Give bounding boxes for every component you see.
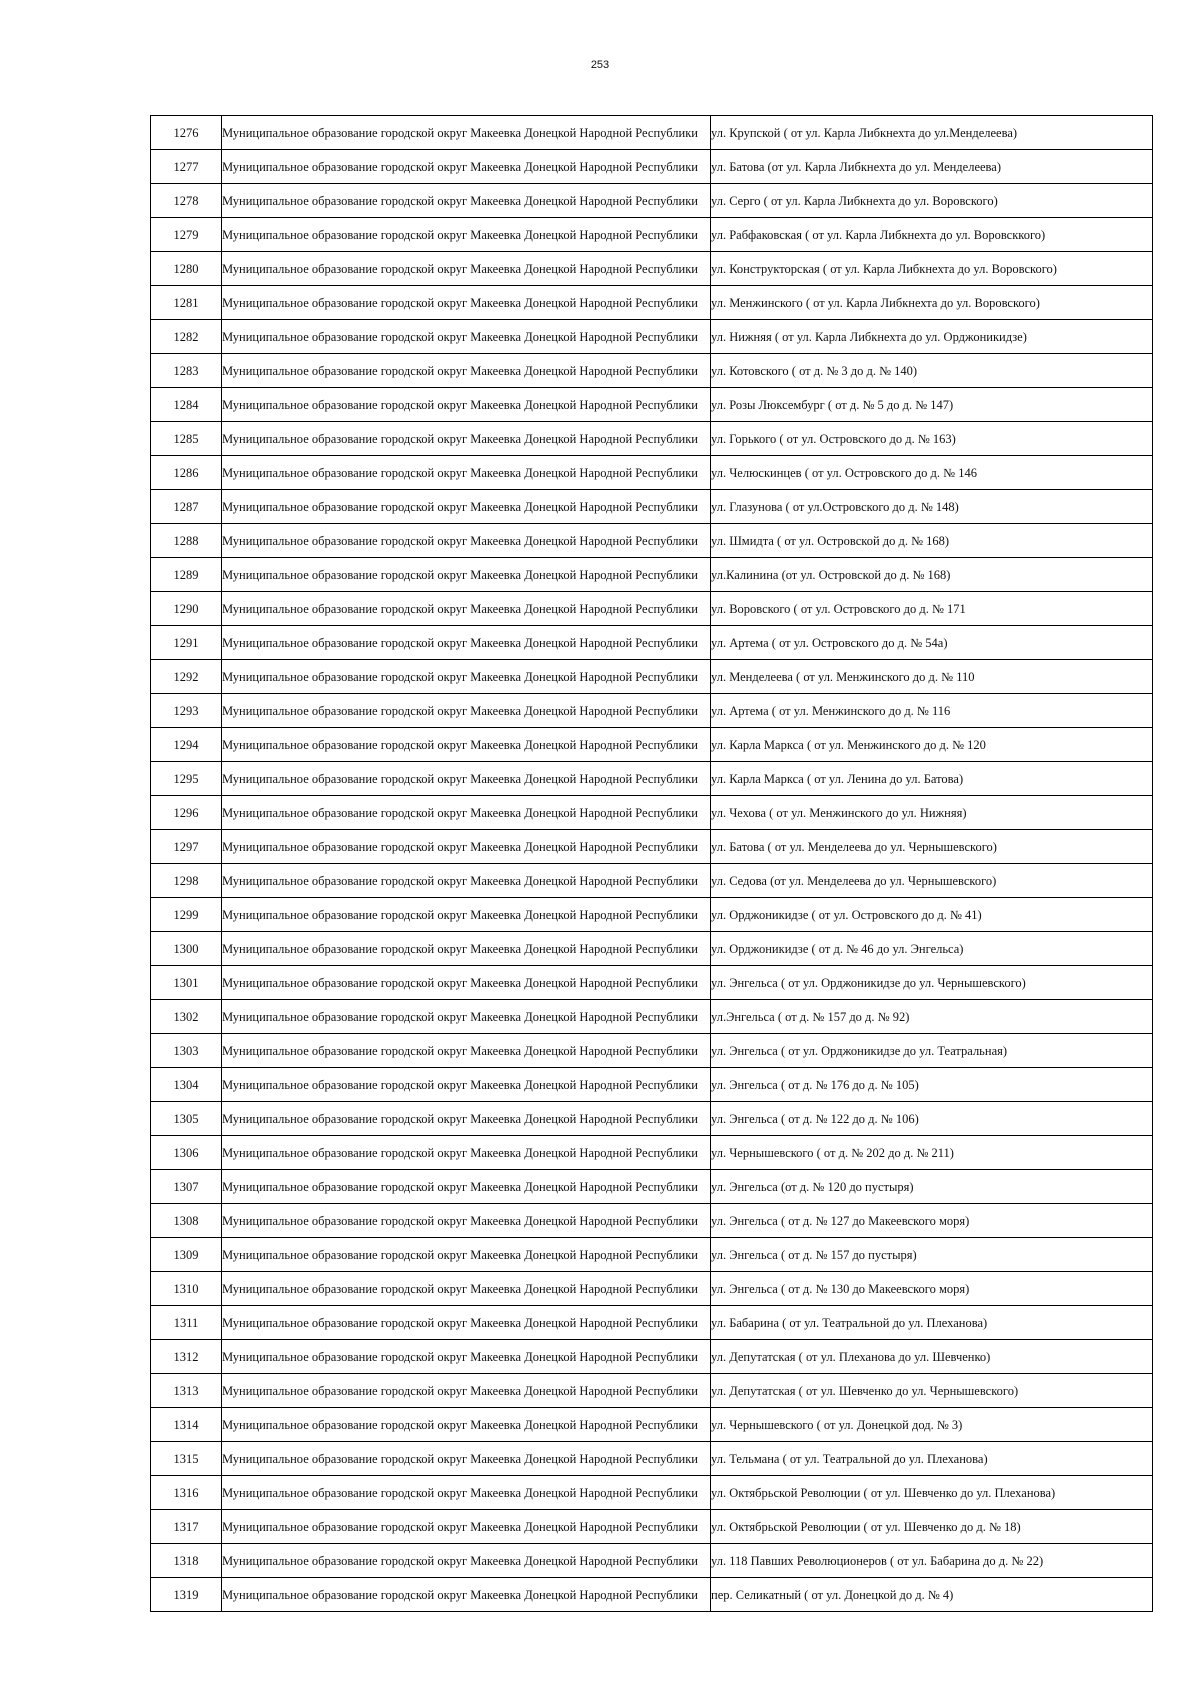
street-section-cell: ул. Челюскинцев ( от ул. Островского до д. № 146 bbox=[711, 456, 1153, 490]
municipality-cell: Муниципальное образование городской округ Макеевка Донецкой Народной Республики bbox=[222, 388, 711, 422]
table-row bbox=[151, 354, 1153, 388]
municipality-cell: Муниципальное образование городской округ Макеевка Донецкой Народной Республики bbox=[222, 1204, 711, 1238]
street-section-cell: ул. Менделеева ( от ул. Менжинского до д. № 110 bbox=[711, 660, 1153, 694]
municipality-cell: Муниципальное образование городской округ Макеевка Донецкой Народной Республики bbox=[222, 1068, 711, 1102]
row-number-cell: 1291 bbox=[151, 626, 222, 660]
municipality-cell: Муниципальное образование городской округ Макеевка Донецкой Народной Республики bbox=[222, 830, 711, 864]
row-number-cell: 1310 bbox=[151, 1272, 222, 1306]
table-row bbox=[151, 1238, 1153, 1272]
row-number-cell: 1298 bbox=[151, 864, 222, 898]
row-number-cell: 1304 bbox=[151, 1068, 222, 1102]
table-row bbox=[151, 1578, 1153, 1612]
street-section-cell: ул. Батова (от ул. Карла Либкнехта до ул. Менделеева) bbox=[711, 150, 1153, 184]
street-section-cell: ул. Энгельса ( от д. № 127 до Макеевского моря) bbox=[711, 1204, 1153, 1238]
row-number-cell: 1319 bbox=[151, 1578, 222, 1612]
row-number-cell: 1312 bbox=[151, 1340, 222, 1374]
row-number-cell: 1279 bbox=[151, 218, 222, 252]
street-section-cell: ул. Октябрьской Революции ( от ул. Шевченко до ул. Плеханова) bbox=[711, 1476, 1153, 1510]
municipality-cell: Муниципальное образование городской округ Макеевка Донецкой Народной Республики bbox=[222, 864, 711, 898]
municipality-cell: Муниципальное образование городской округ Макеевка Донецкой Народной Республики bbox=[222, 1170, 711, 1204]
row-number-cell: 1308 bbox=[151, 1204, 222, 1238]
row-number-cell: 1289 bbox=[151, 558, 222, 592]
street-section-cell: ул.Энгельса ( от д. № 157 до д. № 92) bbox=[711, 1000, 1153, 1034]
street-section-cell: ул. Воровского ( от ул. Островского до д. № 171 bbox=[711, 592, 1153, 626]
row-number-cell: 1285 bbox=[151, 422, 222, 456]
street-section-cell: ул. Депутатская ( от ул. Шевченко до ул. Чернышевского) bbox=[711, 1374, 1153, 1408]
row-number-cell: 1295 bbox=[151, 762, 222, 796]
street-section-cell: ул. Чернышевского ( от ул. Донецкой дод. № 3) bbox=[711, 1408, 1153, 1442]
table-row bbox=[151, 422, 1153, 456]
municipality-cell: Муниципальное образование городской округ Макеевка Донецкой Народной Республики bbox=[222, 456, 711, 490]
street-section-cell: ул. Карла Маркса ( от ул. Менжинского до д. № 120 bbox=[711, 728, 1153, 762]
table-row bbox=[151, 1476, 1153, 1510]
street-section-cell: ул. Менжинского ( от ул. Карла Либкнехта до ул. Воровского) bbox=[711, 286, 1153, 320]
table-row bbox=[151, 252, 1153, 286]
street-section-cell: ул. Розы Люксембург ( от д. № 5 до д. № 147) bbox=[711, 388, 1153, 422]
municipality-cell: Муниципальное образование городской округ Макеевка Донецкой Народной Республики bbox=[222, 1306, 711, 1340]
table-row bbox=[151, 1544, 1153, 1578]
street-section-cell: ул. Артема ( от ул. Менжинского до д. № 116 bbox=[711, 694, 1153, 728]
table-row bbox=[151, 660, 1153, 694]
street-section-cell: ул. Энгельса ( от ул. Орджоникидзе до ул. Театральная) bbox=[711, 1034, 1153, 1068]
street-section-cell: пер. Селикатный ( от ул. Донецкой до д. № 4) bbox=[711, 1578, 1153, 1612]
municipality-cell: Муниципальное образование городской округ Макеевка Донецкой Народной Республики bbox=[222, 1238, 711, 1272]
municipality-cell: Муниципальное образование городской округ Макеевка Донецкой Народной Республики bbox=[222, 1510, 711, 1544]
table-row bbox=[151, 728, 1153, 762]
municipality-cell: Муниципальное образование городской округ Макеевка Донецкой Народной Республики bbox=[222, 728, 711, 762]
municipality-cell: Муниципальное образование городской округ Макеевка Донецкой Народной Республики bbox=[222, 1476, 711, 1510]
street-section-cell: ул. Рабфаковская ( от ул. Карла Либкнехта до ул. Воровсккого) bbox=[711, 218, 1153, 252]
table-row bbox=[151, 762, 1153, 796]
table-row bbox=[151, 524, 1153, 558]
row-number-cell: 1317 bbox=[151, 1510, 222, 1544]
table-row bbox=[151, 1170, 1153, 1204]
municipality-cell: Муниципальное образование городской округ Макеевка Донецкой Народной Республики bbox=[222, 966, 711, 1000]
table-row bbox=[151, 1272, 1153, 1306]
row-number-cell: 1299 bbox=[151, 898, 222, 932]
street-section-cell: ул. Чехова ( от ул. Менжинского до ул. Нижняя) bbox=[711, 796, 1153, 830]
page-number: 253 bbox=[590, 59, 610, 71]
table-row bbox=[151, 286, 1153, 320]
municipality-cell: Муниципальное образование городской округ Макеевка Донецкой Народной Республики bbox=[222, 898, 711, 932]
street-section-cell: ул. Карла Маркса ( от ул. Ленина до ул. Батова) bbox=[711, 762, 1153, 796]
table-row bbox=[151, 626, 1153, 660]
table-row bbox=[151, 490, 1153, 524]
row-number-cell: 1288 bbox=[151, 524, 222, 558]
table-row bbox=[151, 1204, 1153, 1238]
municipality-cell: Муниципальное образование городской округ Макеевка Донецкой Народной Республики bbox=[222, 1102, 711, 1136]
table-row bbox=[151, 1034, 1153, 1068]
table-row bbox=[151, 184, 1153, 218]
street-section-cell: ул. Серго ( от ул. Карла Либкнехта до ул. Воровского) bbox=[711, 184, 1153, 218]
street-section-cell: ул. Орджоникидзе ( от ул. Островского до д. № 41) bbox=[711, 898, 1153, 932]
municipality-cell: Муниципальное образование городской округ Макеевка Донецкой Народной Республики bbox=[222, 1034, 711, 1068]
municipality-cell: Муниципальное образование городской округ Макеевка Донецкой Народной Республики bbox=[222, 1374, 711, 1408]
table-row bbox=[151, 388, 1153, 422]
row-number-cell: 1282 bbox=[151, 320, 222, 354]
row-number-cell: 1316 bbox=[151, 1476, 222, 1510]
row-number-cell: 1301 bbox=[151, 966, 222, 1000]
street-section-cell: ул. Октябрьской Революции ( от ул. Шевченко до д. № 18) bbox=[711, 1510, 1153, 1544]
table-row bbox=[151, 218, 1153, 252]
municipality-cell: Муниципальное образование городской округ Макеевка Донецкой Народной Республики bbox=[222, 1578, 711, 1612]
municipality-cell: Муниципальное образование городской округ Макеевка Донецкой Народной Республики bbox=[222, 184, 711, 218]
table-row bbox=[151, 898, 1153, 932]
municipality-cell: Муниципальное образование городской округ Макеевка Донецкой Народной Республики bbox=[222, 694, 711, 728]
row-number-cell: 1302 bbox=[151, 1000, 222, 1034]
municipality-cell: Муниципальное образование городской округ Макеевка Донецкой Народной Республики bbox=[222, 150, 711, 184]
row-number-cell: 1277 bbox=[151, 150, 222, 184]
table-row bbox=[151, 1408, 1153, 1442]
table-row bbox=[151, 932, 1153, 966]
table-row bbox=[151, 1374, 1153, 1408]
address-table bbox=[150, 115, 1153, 1612]
street-section-cell: ул. Энгельса (от д. № 120 до пустыря) bbox=[711, 1170, 1153, 1204]
municipality-cell: Муниципальное образование городской округ Макеевка Донецкой Народной Республики bbox=[222, 626, 711, 660]
table-row bbox=[151, 796, 1153, 830]
municipality-cell: Муниципальное образование городской округ Макеевка Донецкой Народной Республики bbox=[222, 932, 711, 966]
row-number-cell: 1306 bbox=[151, 1136, 222, 1170]
table-row bbox=[151, 830, 1153, 864]
table-row bbox=[151, 1340, 1153, 1374]
street-section-cell: ул. Котовского ( от д. № 3 до д. № 140) bbox=[711, 354, 1153, 388]
street-section-cell: ул. Артема ( от ул. Островского до д. № 54а) bbox=[711, 626, 1153, 660]
row-number-cell: 1305 bbox=[151, 1102, 222, 1136]
street-section-cell: ул. Энгельса ( от д. № 130 до Макеевского моря) bbox=[711, 1272, 1153, 1306]
street-section-cell: ул. Энгельса ( от д. № 176 до д. № 105) bbox=[711, 1068, 1153, 1102]
row-number-cell: 1280 bbox=[151, 252, 222, 286]
street-section-cell: ул. Шмидта ( от ул. Островской до д. № 168) bbox=[711, 524, 1153, 558]
row-number-cell: 1286 bbox=[151, 456, 222, 490]
table-row bbox=[151, 1510, 1153, 1544]
street-section-cell: ул.Калинина (от ул. Островской до д. № 168) bbox=[711, 558, 1153, 592]
row-number-cell: 1311 bbox=[151, 1306, 222, 1340]
row-number-cell: 1297 bbox=[151, 830, 222, 864]
table-row bbox=[151, 864, 1153, 898]
street-section-cell: ул. Бабарина ( от ул. Театральной до ул. Плеханова) bbox=[711, 1306, 1153, 1340]
row-number-cell: 1283 bbox=[151, 354, 222, 388]
row-number-cell: 1276 bbox=[151, 116, 222, 150]
table-row bbox=[151, 116, 1153, 150]
row-number-cell: 1307 bbox=[151, 1170, 222, 1204]
row-number-cell: 1293 bbox=[151, 694, 222, 728]
municipality-cell: Муниципальное образование городской округ Макеевка Донецкой Народной Республики bbox=[222, 558, 711, 592]
street-section-cell: ул. Горького ( от ул. Островского до д. № 163) bbox=[711, 422, 1153, 456]
street-section-cell: ул. Конструкторская ( от ул. Карла Либкнехта до ул. Воровского) bbox=[711, 252, 1153, 286]
street-section-cell: ул. Энгельса ( от д. № 157 до пустыря) bbox=[711, 1238, 1153, 1272]
street-section-cell: ул. Седова (от ул. Менделеева до ул. Чернышевского) bbox=[711, 864, 1153, 898]
municipality-cell: Муниципальное образование городской округ Макеевка Донецкой Народной Республики bbox=[222, 1442, 711, 1476]
row-number-cell: 1287 bbox=[151, 490, 222, 524]
row-number-cell: 1313 bbox=[151, 1374, 222, 1408]
table-row bbox=[151, 558, 1153, 592]
municipality-cell: Муниципальное образование городской округ Макеевка Донецкой Народной Республики bbox=[222, 252, 711, 286]
table-row bbox=[151, 1102, 1153, 1136]
table-row bbox=[151, 592, 1153, 626]
row-number-cell: 1318 bbox=[151, 1544, 222, 1578]
street-section-cell: ул. Депутатская ( от ул. Плеханова до ул. Шевченко) bbox=[711, 1340, 1153, 1374]
street-section-cell: ул. Глазунова ( от ул.Островского до д. № 148) bbox=[711, 490, 1153, 524]
street-section-cell: ул. Орджоникидзе ( от д. № 46 до ул. Энгельса) bbox=[711, 932, 1153, 966]
street-section-cell: ул. Энгельса ( от ул. Орджоникидзе до ул. Чернышевского) bbox=[711, 966, 1153, 1000]
municipality-cell: Муниципальное образование городской округ Макеевка Донецкой Народной Республики bbox=[222, 116, 711, 150]
row-number-cell: 1296 bbox=[151, 796, 222, 830]
row-number-cell: 1314 bbox=[151, 1408, 222, 1442]
table-row bbox=[151, 1442, 1153, 1476]
row-number-cell: 1292 bbox=[151, 660, 222, 694]
table-row bbox=[151, 1068, 1153, 1102]
table-row bbox=[151, 320, 1153, 354]
row-number-cell: 1284 bbox=[151, 388, 222, 422]
table-row bbox=[151, 1136, 1153, 1170]
municipality-cell: Муниципальное образование городской округ Макеевка Донецкой Народной Республики bbox=[222, 422, 711, 456]
street-section-cell: ул. Чернышевского ( от д. № 202 до д. № 211) bbox=[711, 1136, 1153, 1170]
table-row bbox=[151, 1306, 1153, 1340]
row-number-cell: 1278 bbox=[151, 184, 222, 218]
row-number-cell: 1303 bbox=[151, 1034, 222, 1068]
row-number-cell: 1290 bbox=[151, 592, 222, 626]
municipality-cell: Муниципальное образование городской округ Макеевка Донецкой Народной Республики bbox=[222, 1544, 711, 1578]
street-section-cell: ул. Нижняя ( от ул. Карла Либкнехта до ул. Орджоникидзе) bbox=[711, 320, 1153, 354]
street-section-cell: ул. Энгельса ( от д. № 122 до д. № 106) bbox=[711, 1102, 1153, 1136]
row-number-cell: 1281 bbox=[151, 286, 222, 320]
row-number-cell: 1309 bbox=[151, 1238, 222, 1272]
street-section-cell: ул. Крупской ( от ул. Карла Либкнехта до ул.Менделеева) bbox=[711, 116, 1153, 150]
address-table-body bbox=[151, 116, 1153, 1612]
row-number-cell: 1300 bbox=[151, 932, 222, 966]
municipality-cell: Муниципальное образование городской округ Макеевка Донецкой Народной Республики bbox=[222, 592, 711, 626]
municipality-cell: Муниципальное образование городской округ Макеевка Донецкой Народной Республики bbox=[222, 490, 711, 524]
street-section-cell: ул. Тельмана ( от ул. Театральной до ул. Плеханова) bbox=[711, 1442, 1153, 1476]
row-number-cell: 1294 bbox=[151, 728, 222, 762]
municipality-cell: Муниципальное образование городской округ Макеевка Донецкой Народной Республики bbox=[222, 1136, 711, 1170]
table-row bbox=[151, 1000, 1153, 1034]
street-section-cell: ул. Батова ( от ул. Менделеева до ул. Чернышевского) bbox=[711, 830, 1153, 864]
municipality-cell: Муниципальное образование городской округ Макеевка Донецкой Народной Республики bbox=[222, 320, 711, 354]
row-number-cell: 1315 bbox=[151, 1442, 222, 1476]
municipality-cell: Муниципальное образование городской округ Макеевка Донецкой Народной Республики bbox=[222, 1272, 711, 1306]
table-row bbox=[151, 150, 1153, 184]
municipality-cell: Муниципальное образование городской округ Макеевка Донецкой Народной Республики bbox=[222, 1340, 711, 1374]
municipality-cell: Муниципальное образование городской округ Макеевка Донецкой Народной Республики bbox=[222, 1408, 711, 1442]
municipality-cell: Муниципальное образование городской округ Макеевка Донецкой Народной Республики bbox=[222, 524, 711, 558]
table-row bbox=[151, 966, 1153, 1000]
municipality-cell: Муниципальное образование городской округ Макеевка Донецкой Народной Республики bbox=[222, 1000, 711, 1034]
municipality-cell: Муниципальное образование городской округ Макеевка Донецкой Народной Республики bbox=[222, 762, 711, 796]
municipality-cell: Муниципальное образование городской округ Макеевка Донецкой Народной Республики bbox=[222, 286, 711, 320]
table-row bbox=[151, 456, 1153, 490]
municipality-cell: Муниципальное образование городской округ Макеевка Донецкой Народной Республики bbox=[222, 796, 711, 830]
street-section-cell: ул. 118 Павших Революционеров ( от ул. Бабарина до д. № 22) bbox=[711, 1544, 1153, 1578]
municipality-cell: Муниципальное образование городской округ Макеевка Донецкой Народной Республики bbox=[222, 218, 711, 252]
municipality-cell: Муниципальное образование городской округ Макеевка Донецкой Народной Республики bbox=[222, 354, 711, 388]
table-row bbox=[151, 694, 1153, 728]
municipality-cell: Муниципальное образование городской округ Макеевка Донецкой Народной Республики bbox=[222, 660, 711, 694]
